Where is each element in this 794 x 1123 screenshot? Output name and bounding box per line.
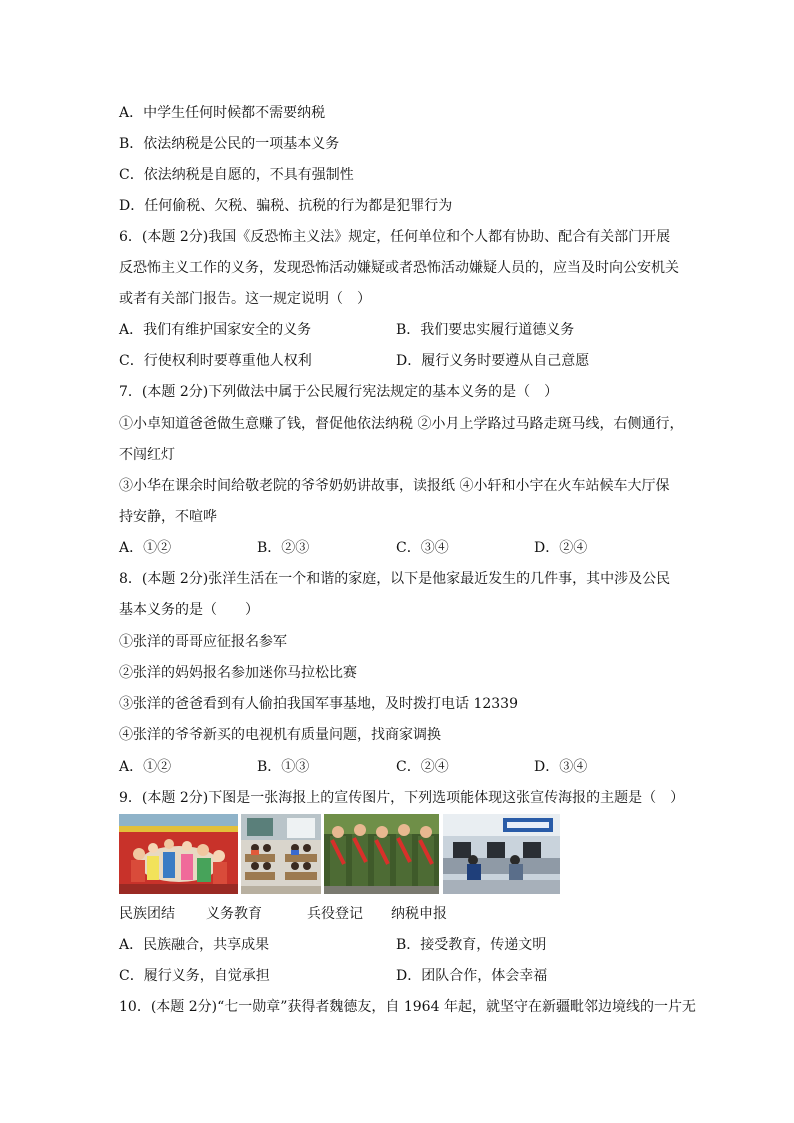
q8-item-4: ④张洋的爷爷新买的电视机有质量问题，找商家调换 [119, 727, 441, 743]
caption-tax-declaration: 纳税申报 [391, 906, 447, 922]
q9-stem: 9．(本题 2分)下图是一张海报上的宣传图片，下列选项能体现这张宣传海报的主题是（ ） [119, 790, 685, 806]
photo-military-registration [324, 814, 439, 894]
q6-stem-line3: 或者有关部门报告。这一规定说明（ ） [119, 291, 371, 307]
q7-item-line4: 持安静，不喧哗 [119, 509, 217, 525]
q7-item-line2: 不闯红灯 [119, 447, 175, 463]
q7-option-c: C．③④ [396, 540, 449, 556]
q9-option-c: C．履行义务，自觉承担 [119, 968, 270, 984]
q7-item-line1: ①小卓知道爸爸做生意赚了钱，督促他依法纳税 ②小月上学路过马路走斑马线，右侧通行， [119, 416, 684, 432]
q6-option-d: D．履行义务时要遵从自己意愿 [396, 353, 590, 369]
q6-option-b: B．我们要忠实履行道德义务 [396, 322, 575, 338]
photo-ethnic-unity [119, 814, 238, 894]
q10-stem-line1: 10．(本题 2分)“七一勋章”获得者魏德友，自 1964 年起，就坚守在新疆毗邻边境线的一片无 [119, 999, 696, 1015]
q8-stem-line1: 8．(本题 2分)张洋生活在一个和谐的家庭，以下是他家最近发生的几件事，其中涉及公民 [119, 571, 671, 587]
photo-compulsory-education [241, 814, 321, 894]
q8-item-2: ②张洋的妈妈报名参加迷你马拉松比赛 [119, 665, 357, 681]
q8-option-b: B．①③ [257, 759, 310, 775]
q8-option-a: A．①② [119, 759, 172, 775]
q6-stem-line1: 6．(本题 2分)我国《反恐怖主义法》规定，任何单位和个人都有协助、配合有关部门开展 [119, 229, 671, 245]
q6-option-c: C．行使权利时要尊重他人权利 [119, 353, 312, 369]
q5-option-c: C．依法纳税是自愿的，不具有强制性 [119, 167, 354, 183]
q7-option-b: B．②③ [257, 540, 310, 556]
q5-option-a: A．中学生任何时候都不需要纳税 [119, 105, 326, 121]
q5-option-b: B．依法纳税是公民的一项基本义务 [119, 136, 340, 152]
q8-item-1: ①张洋的哥哥应征报名参军 [119, 634, 287, 650]
q9-option-a: A．民族融合，共享成果 [119, 937, 270, 953]
q5-option-d: D．任何偷税、欠税、骗税、抗税的行为都是犯罪行为 [119, 198, 453, 214]
caption-military-registration: 兵役登记 [307, 906, 363, 922]
q7-option-d: D．②④ [534, 540, 588, 556]
q8-option-d: D．③④ [534, 759, 588, 775]
q7-stem: 7．(本题 2分)下列做法中属于公民履行宪法规定的基本义务的是（ ） [119, 384, 559, 400]
q8-stem-line2: 基本义务的是（ ） [119, 602, 259, 618]
photo-tax-declaration [443, 814, 560, 894]
q9-option-d: D．团队合作，体会幸福 [396, 968, 548, 984]
q6-stem-line2: 反恐怖主义工作的义务，发现恐怖活动嫌疑或者恐怖活动嫌疑人员的，应当及时向公安机关 [119, 260, 679, 276]
caption-compulsory-education: 义务教育 [206, 906, 262, 922]
q7-item-line3: ③小华在课余时间给敬老院的爷爷奶奶讲故事，读报纸 ④小轩和小宇在火车站候车大厅保 [119, 478, 670, 494]
q9-option-b: B．接受教育，传递文明 [396, 937, 547, 953]
q8-item-3: ③张洋的爸爸看到有人偷拍我国军事基地，及时拨打电话 12339 [119, 696, 518, 712]
q6-option-a: A．我们有维护国家安全的义务 [119, 322, 312, 338]
caption-ethnic-unity: 民族团结 [119, 906, 175, 922]
q7-option-a: A．①② [119, 540, 172, 556]
q8-option-c: C．②④ [396, 759, 449, 775]
